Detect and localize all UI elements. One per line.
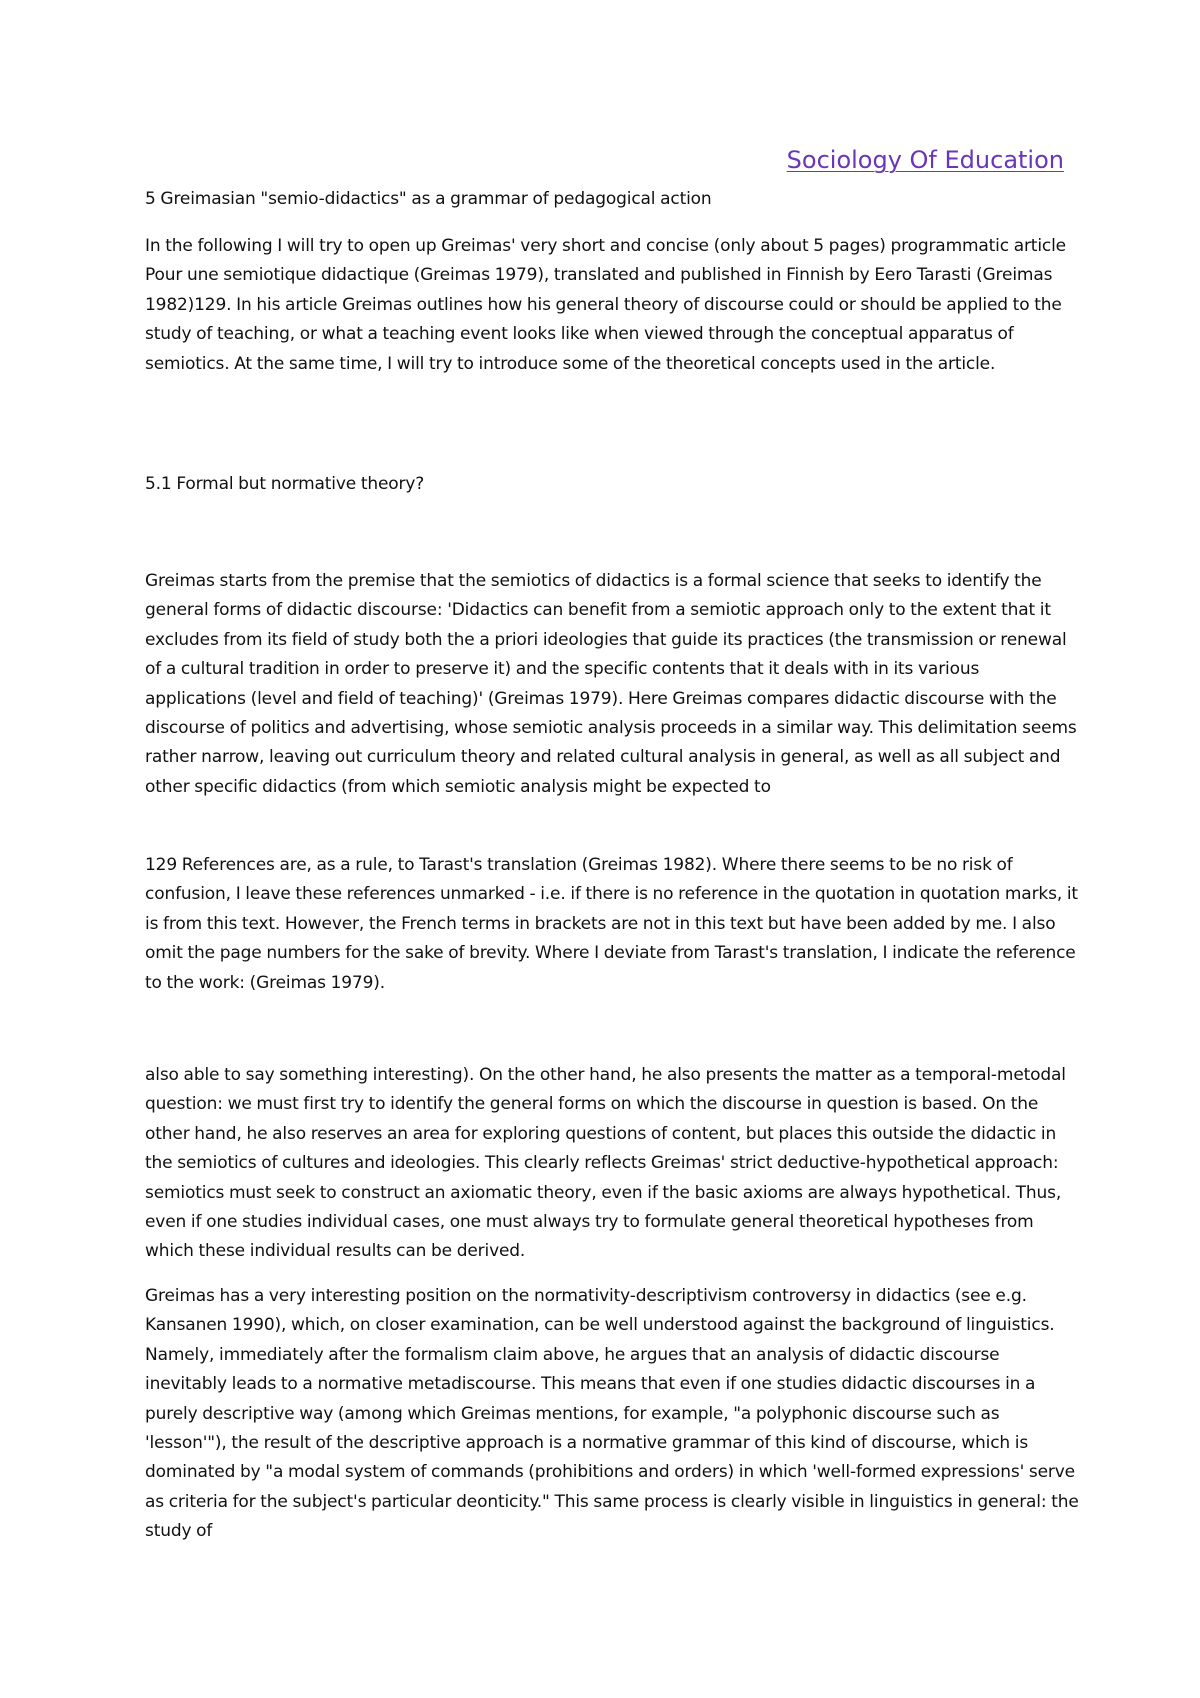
header-link[interactable]: Sociology Of Education [786, 146, 1064, 174]
body-paragraph-1: Greimas starts from the premise that the semiotics of didactics is a formal science that seeks to identify the general forms of didactic discourse: 'Didactics can benefit from a semiotic approach only to the extent that it excludes from its field of study both the a priori ideologies that guide its practices (the transmission or renewal of a cultural tradition in order to preserve it) and the specific contents that it deals with in its various applications (level and field of teaching)' (Greimas 1979). Here Greimas compares didactic discourse with the discourse of politics and advertising, whose semiotic analysis proceeds in a similar way. This delimitation seems rather narrow, leaving out curriculum theory and related cultural analysis in general, as well as all subject and other specific didactics (from which semiotic analysis might be expected to [145, 571, 1077, 797]
subsection-heading-block [145, 470, 1080, 499]
section-heading: 5 Greimasian "semio-didactics" as a grammar of pedagogical action [145, 189, 712, 209]
footnote-paragraph: 129 References are, as a rule, to Tarast's translation (Greimas 1982). Where there seems to be no risk of confusion, I leave these references unmarked - i.e. if there is no reference in the quotation in quotation marks, it is from this text. However, the French terms in brackets are not in this text but have been added by me. I also omit the page numbers for the sake of brevity. Where I deviate from Tarast's translation, I indicate the reference to the work: (Greimas 1979). [145, 855, 1078, 993]
intro-paragraph: In the following I will try to open up Greimas' very short and concise (only about 5 pages) programmatic article Pour une semiotique didactique (Greimas 1979), translated and published in Finnish by Eero Tarasti (Greimas 1982)129. In his article Greimas outlines how his general theory of discourse could or should be applied to the study of teaching, or what a teaching event looks like when viewed through the conceptual apparatus of semiotics. At the same time, I will try to introduce some of the theoretical concepts used in the article. [145, 236, 1066, 374]
body-block-1 [145, 567, 1080, 802]
footnote-block [145, 851, 1080, 998]
body-block-3 [145, 1282, 1080, 1547]
body-block-2 [145, 1061, 1080, 1267]
section-heading-block [145, 185, 1080, 214]
intro-block [145, 232, 1080, 379]
body-paragraph-2: also able to say something interesting). On the other hand, he also presents the matter as a temporal-metodal question: we must first try to identify the general forms on which the discourse in question is based. On the other hand, he also reserves an area for exploring questions of content, but places this outside the didactic in the semiotics of cultures and ideologies. This clearly reflects Greimas' strict deductive-hypothetical approach: semiotics must seek to construct an axiomatic theory, even if the basic axioms are always hypothetical. Thus, even if one studies individual cases, one must always try to formulate general theoretical hypotheses from which these individual results can be derived. [145, 1065, 1066, 1262]
body-paragraph-3: Greimas has a very interesting position on the normativity-descriptivism controversy in didactics (see e.g. Kansanen 1990), which, on closer examination, can be well understood against the background of linguistics. Namely, immediately after the formalism claim above, he argues that an analysis of didactic discourse inevitably leads to a normative metadiscourse. This means that even if one studies didactic discourses in a purely descriptive way (among which Greimas mentions, for example, "a polyphonic discourse such as 'lesson'"), the result of the descriptive approach is a normative grammar of this kind of discourse, which is dominated by "a modal system of commands (prohibitions and orders) in which 'well-formed expressions' serve as criteria for the subject's particular deonticity." This same process is clearly visible in linguistics in general: the study of [145, 1286, 1079, 1542]
subsection-heading: 5.1 Formal but normative theory? [145, 474, 425, 494]
